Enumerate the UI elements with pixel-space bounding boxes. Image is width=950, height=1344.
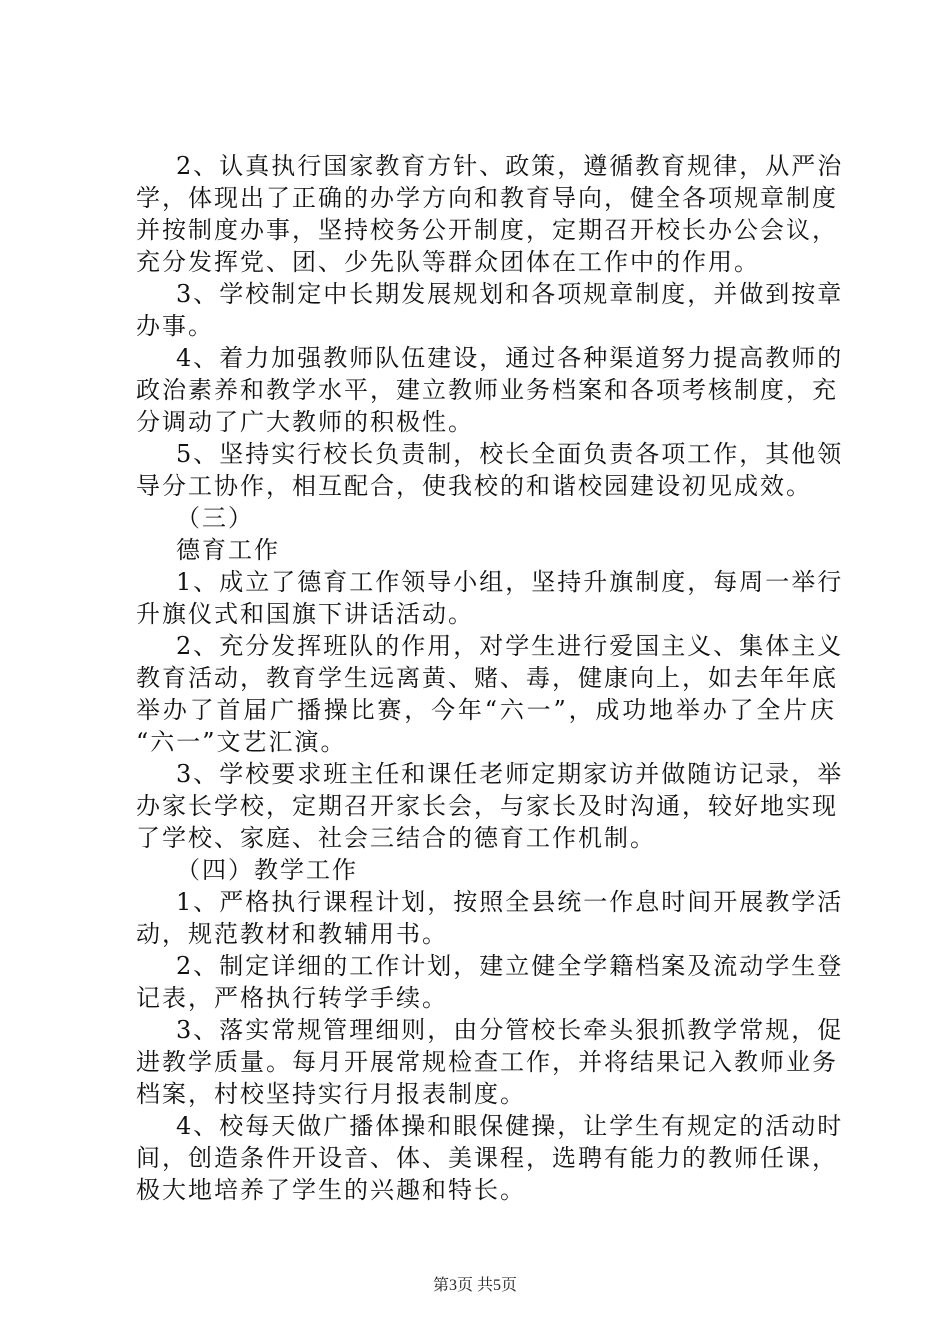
text-line: 记表，严格执行转学手续。 [136,984,448,1012]
text-line: （三） [176,504,254,532]
text-line: 举办了首届广播操比赛，今年“六一”，成功地举办了全片庆 [136,696,836,724]
text-line: 了学校、家庭、社会三结合的德育工作机制。 [136,824,656,852]
text-line: 充分发挥党、团、少先队等群众团体在工作中的作用。 [136,248,760,276]
text-line: 间，创造条件开设音、体、美课程，选聘有能力的教师任课， [136,1144,838,1172]
text-line: 导分工协作，相互配合，使我校的和谐校园建设初见成效。 [136,472,812,500]
text-line: 5、坚持实行校长负责制，校长全面负责各项工作，其他领 [176,440,844,468]
document-body [136,150,844,1206]
text-line: 3、学校要求班主任和课任老师定期家访并做随访记录，举 [176,760,844,788]
text-line: 4、校每天做广播体操和眼保健操，让学生有规定的活动时 [176,1112,844,1140]
text-line: 档案，村校坚持实行月报表制度。 [136,1080,526,1108]
text-line: 分调动了广大教师的积极性。 [136,408,474,436]
text-line: 2、认真执行国家教育方针、政策，遵循教育规律，从严治 [176,152,844,180]
text-line: 1、严格执行课程计划，按照全县统一作息时间开展教学活 [176,888,844,916]
text-line: 升旗仪式和国旗下讲话活动。 [136,600,474,628]
text-line: 教育活动，教育学生远离黄、赌、毒，健康向上，如去年年底 [136,664,838,692]
text-line: 2、制定详细的工作计划，建立健全学籍档案及流动学生登 [176,952,844,980]
page-footer: 第3页 共5页 [432,1277,517,1294]
text-line: 政治素养和教学水平，建立教师业务档案和各项考核制度，充 [136,376,838,404]
text-line: 并按制度办事，坚持校务公开制度，定期召开校长办公会议， [136,216,838,244]
text-line: 进教学质量。每月开展常规检查工作，并将结果记入教师业务 [136,1048,838,1076]
text-line: 动，规范教材和教辅用书。 [136,920,448,948]
text-line: 3、落实常规管理细则，由分管校长牵头狠抓教学常规，促 [176,1016,844,1044]
text-line: 1、成立了德育工作领导小组，坚持升旗制度，每周一举行 [176,568,844,596]
text-line: “六一”文艺汇演。 [136,728,347,756]
text-line: 4、着力加强教师队伍建设，通过各种渠道努力提高教师的 [176,344,844,372]
text-line: 2、充分发挥班队的作用，对学生进行爱国主义、集体主义 [176,632,844,660]
text-line: 极大地培养了学生的兴趣和特长。 [136,1176,526,1204]
text-line: 学，体现出了正确的办学方向和教育导向，健全各项规章制度 [136,184,838,212]
text-line: 办家长学校，定期召开家长会，与家长及时沟通，较好地实现 [136,792,838,820]
text-line: 德育工作 [176,536,280,564]
text-line: 3、学校制定中长期发展规划和各项规章制度，并做到按章 [176,280,844,308]
text-line: （四）教学工作 [176,856,358,884]
text-line: 办事。 [136,312,214,340]
